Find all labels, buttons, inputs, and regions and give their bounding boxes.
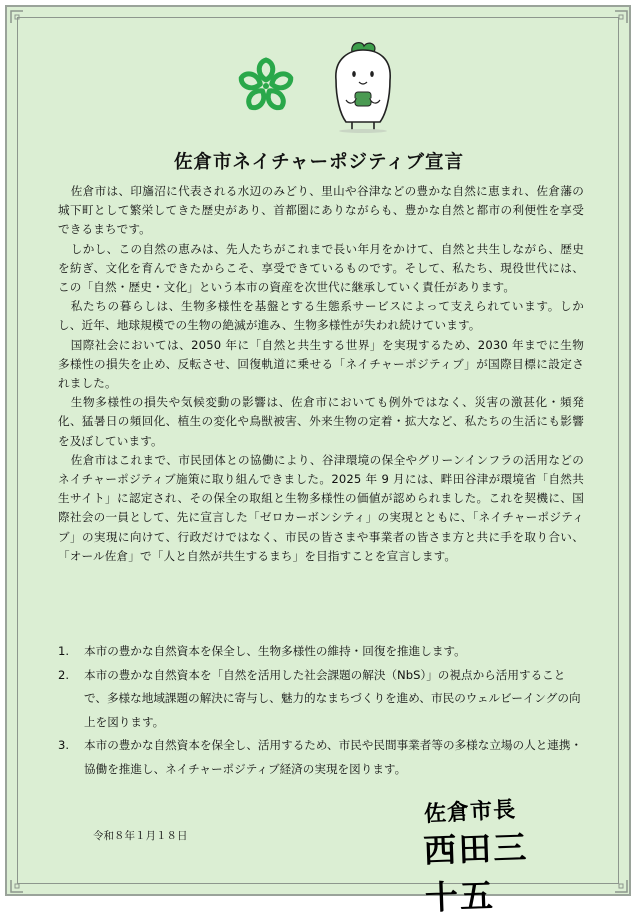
- list-item: [58, 734, 584, 781]
- corner-ornament-icon: [10, 879, 24, 893]
- signature-role: 佐倉市長: [423, 796, 517, 828]
- list-text: 本市の豊かな自然資本を「自然を活用した社会課題の解決（NbS）」の視点から活用することで、多様な地域課題の解決に寄与し、魅力的なまちづくりを進め、市民のウェルビーイングの向上を図ります。: [84, 667, 581, 729]
- paragraph: 生物多様性の損失や気候変動の影響は、佐倉市においても例外ではなく、災害の激甚化・頻発化、猛暑日の頻回化、植生の変化や鳥獣被害、外来生物の定着・拡大など、私たちの生活にも影響を及ぼしています。: [58, 395, 584, 448]
- corner-ornament-icon: [10, 10, 24, 24]
- paragraph: 佐倉市は、印旛沼に代表される水辺のみどり、里山や谷津などの豊かな自然に恵まれ、佐倉藩の城下町として繁栄してきた歴史があり、首都圏にありながらも、豊かな自然と都市の利便性を享受できるまちです。: [58, 184, 584, 237]
- paragraph: 私たちの暮らしは、生物多様性を基盤とする生態系サービスによって支えられています。しかし、近年、地球規模での生物の絶滅が進み、生物多様性が失われ続けています。: [58, 299, 584, 333]
- list-number: 2.: [58, 667, 70, 682]
- declaration-date: 令和８年１月１８日: [93, 830, 188, 842]
- mayor-signature: [424, 794, 554, 917]
- list-text: 本市の豊かな自然資本を保全し、活用するため、市民や民間事業者等の多様な立場の人と連携・協働を推進し、ネイチャーポジティブ経済の実現を図ります。: [84, 738, 583, 776]
- list-item: [58, 640, 584, 664]
- paragraph: 国際社会においては、2050 年に「自然と共生する世界」を実現するため、2030 年までに生物多様性の損失を止め、反転させ、回復軌道に乗せる「ネイチャーポジティブ」が国際目標に設定されました。: [58, 337, 584, 391]
- declaration-list: [58, 640, 584, 781]
- signature-name: 西田三十五: [422, 827, 529, 918]
- list-text: 本市の豊かな自然資本を保全し、生物多様性の維持・回復を推進します。: [84, 644, 466, 658]
- list-number: 1.: [58, 644, 70, 658]
- paragraph: しかし、この自然の恵みは、先人たちがこれまで長い年月をかけて、自然と共生しながら、歴史を紡ぎ、文化を育んできたからこそ、享受できているものです。そして、私たち、現役世代には、この「自然・歴史・文化」という本市の資産を次世代に継承していく責任があります。: [58, 241, 584, 295]
- paragraph: 佐倉市はこれまで、市民団体との協働により、谷津環境の保全やグリーンインフラの活用などのネイチャーポジティブ施策に取り組んできました。2025 年 9 月には、畔田谷津が環境省「自然共生サイト」に認定され、その保全の取組と生物多様性の価値が認められました。これを契機に、国際社会の一員として、先に宣言した「ゼロカーボンシティ」の実現とともに、「ネイチャーポジティブ」の実現に向けて、行政だけではなく、市民の皆さまや事業者の皆さま方と共に手を取り合い、「オール佐倉」で「人と自然が共生するまち」を目指すことを宣言します。: [58, 452, 584, 563]
- declaration-body: [58, 182, 584, 566]
- sakura-city-emblem-icon: [234, 54, 298, 118]
- list-number: 3.: [58, 738, 70, 752]
- mascot-character-icon: [322, 40, 404, 134]
- corner-ornament-icon: [614, 10, 628, 24]
- corner-ornament-icon: [614, 879, 628, 893]
- list-item: [58, 664, 584, 735]
- page-title: 佐倉市ネイチャーポジティブ宣言: [173, 152, 465, 173]
